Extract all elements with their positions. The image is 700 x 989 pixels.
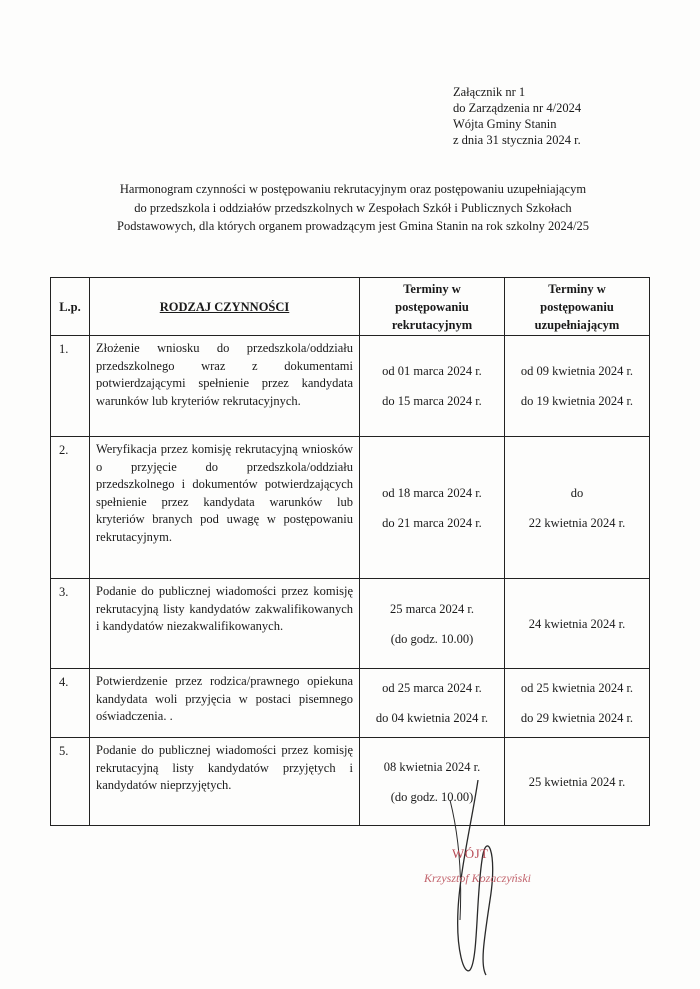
table-row bbox=[51, 336, 650, 437]
annex-line-4: z dnia 31 stycznia 2024 r. bbox=[453, 133, 581, 147]
document-title bbox=[68, 180, 638, 236]
header-supplementary-terms: Terminy w postępowaniu uzupełniającym bbox=[505, 278, 650, 336]
row-recruitment-term: 08 kwietnia 2024 r. (do godz. 10.00) bbox=[360, 738, 505, 826]
table-row bbox=[51, 579, 650, 669]
row-activity: Podanie do publicznej wiadomości przez komisję rekrutacyjną listy kandydatów przyjętych i kandydatów nieprzyjętych. bbox=[90, 738, 360, 826]
row-activity: Weryfikacja przez komisję rekrutacyjną wniosków o przyjęcie do przedszkola/oddziału przedszkolnego i dokumentów potwierdzających spełnienie przez kandydata warunków lub kryteriów branych pod uwagę w postępowaniu rekrutacyjnym. bbox=[90, 437, 360, 579]
schedule-table bbox=[50, 277, 650, 826]
stamp-name: Krzysztof Kozaczyński bbox=[424, 871, 532, 885]
row-activity: Podanie do publicznej wiadomości przez komisję rekrutacyjną listy kandydatów zakwalifikowanych i kandydatów niezakwalifikowanych. bbox=[90, 579, 360, 669]
annex-line-3: Wójta Gminy Stanin bbox=[453, 117, 557, 131]
annex-line-2: do Zarządzenia nr 4/2024 bbox=[453, 101, 582, 115]
row-number: 2. bbox=[51, 437, 90, 579]
row-activity: Złożenie wniosku do przedszkola/oddziału przedszkolnego wraz z dokumentami potwierdzającymi spełnienie przez kandydata warunków lub kryteriów rekrutacyjnych. bbox=[90, 336, 360, 437]
title-line-3: Podstawowych, dla których organem prowadzącym jest Gmina Stanin na rok szkolny 2024/25 bbox=[117, 219, 589, 233]
title-line-2: do przedszkola i oddziałów przedszkolnych w Zespołach Szkół i Publicznych Szkołach bbox=[134, 200, 572, 215]
row-recruitment-term: od 18 marca 2024 r. do 21 marca 2024 r. bbox=[360, 437, 505, 579]
row-supplementary-term: od 09 kwietnia 2024 r. do 19 kwietnia 2024 r. bbox=[505, 336, 650, 437]
row-activity: Potwierdzenie przez rodzica/prawnego opiekuna kandydata woli przyjęcia w postaci pisemnego oświadczenia. . bbox=[90, 669, 360, 738]
header-recruitment-terms: Terminy w postępowaniu rekrutacyjnym bbox=[360, 278, 505, 336]
row-number: 5. bbox=[51, 738, 90, 826]
table-row bbox=[51, 669, 650, 738]
row-supplementary-term: do 22 kwietnia 2024 r. bbox=[505, 437, 650, 579]
stamp-title: WÓJT bbox=[452, 846, 489, 861]
title-line-1: Harmonogram czynności w postępowaniu rekrutacyjnym oraz postępowaniu uzupełniającym bbox=[119, 182, 587, 196]
header-activity: RODZAJ CZYNNOŚCI bbox=[90, 278, 360, 336]
row-supplementary-term: 24 kwietnia 2024 r. bbox=[505, 579, 650, 669]
row-number: 1. bbox=[51, 336, 90, 437]
annex-header bbox=[453, 84, 581, 148]
annex-line-1: Załącznik nr 1 bbox=[453, 85, 526, 99]
table-row bbox=[51, 738, 650, 826]
row-number: 3. bbox=[51, 579, 90, 669]
table-row bbox=[51, 437, 650, 579]
row-supplementary-term: od 25 kwietnia 2024 r. do 29 kwietnia 2024 r. bbox=[505, 669, 650, 738]
row-number: 4. bbox=[51, 669, 90, 738]
row-recruitment-term: 25 marca 2024 r. (do godz. 10.00) bbox=[360, 579, 505, 669]
row-recruitment-term: od 25 marca 2024 r. do 04 kwietnia 2024 r. bbox=[360, 669, 505, 738]
row-recruitment-term: od 01 marca 2024 r. do 15 marca 2024 r. bbox=[360, 336, 505, 437]
row-supplementary-term: 25 kwietnia 2024 r. bbox=[505, 738, 650, 826]
header-lp: L.p. bbox=[51, 278, 90, 336]
header-row bbox=[51, 278, 650, 336]
